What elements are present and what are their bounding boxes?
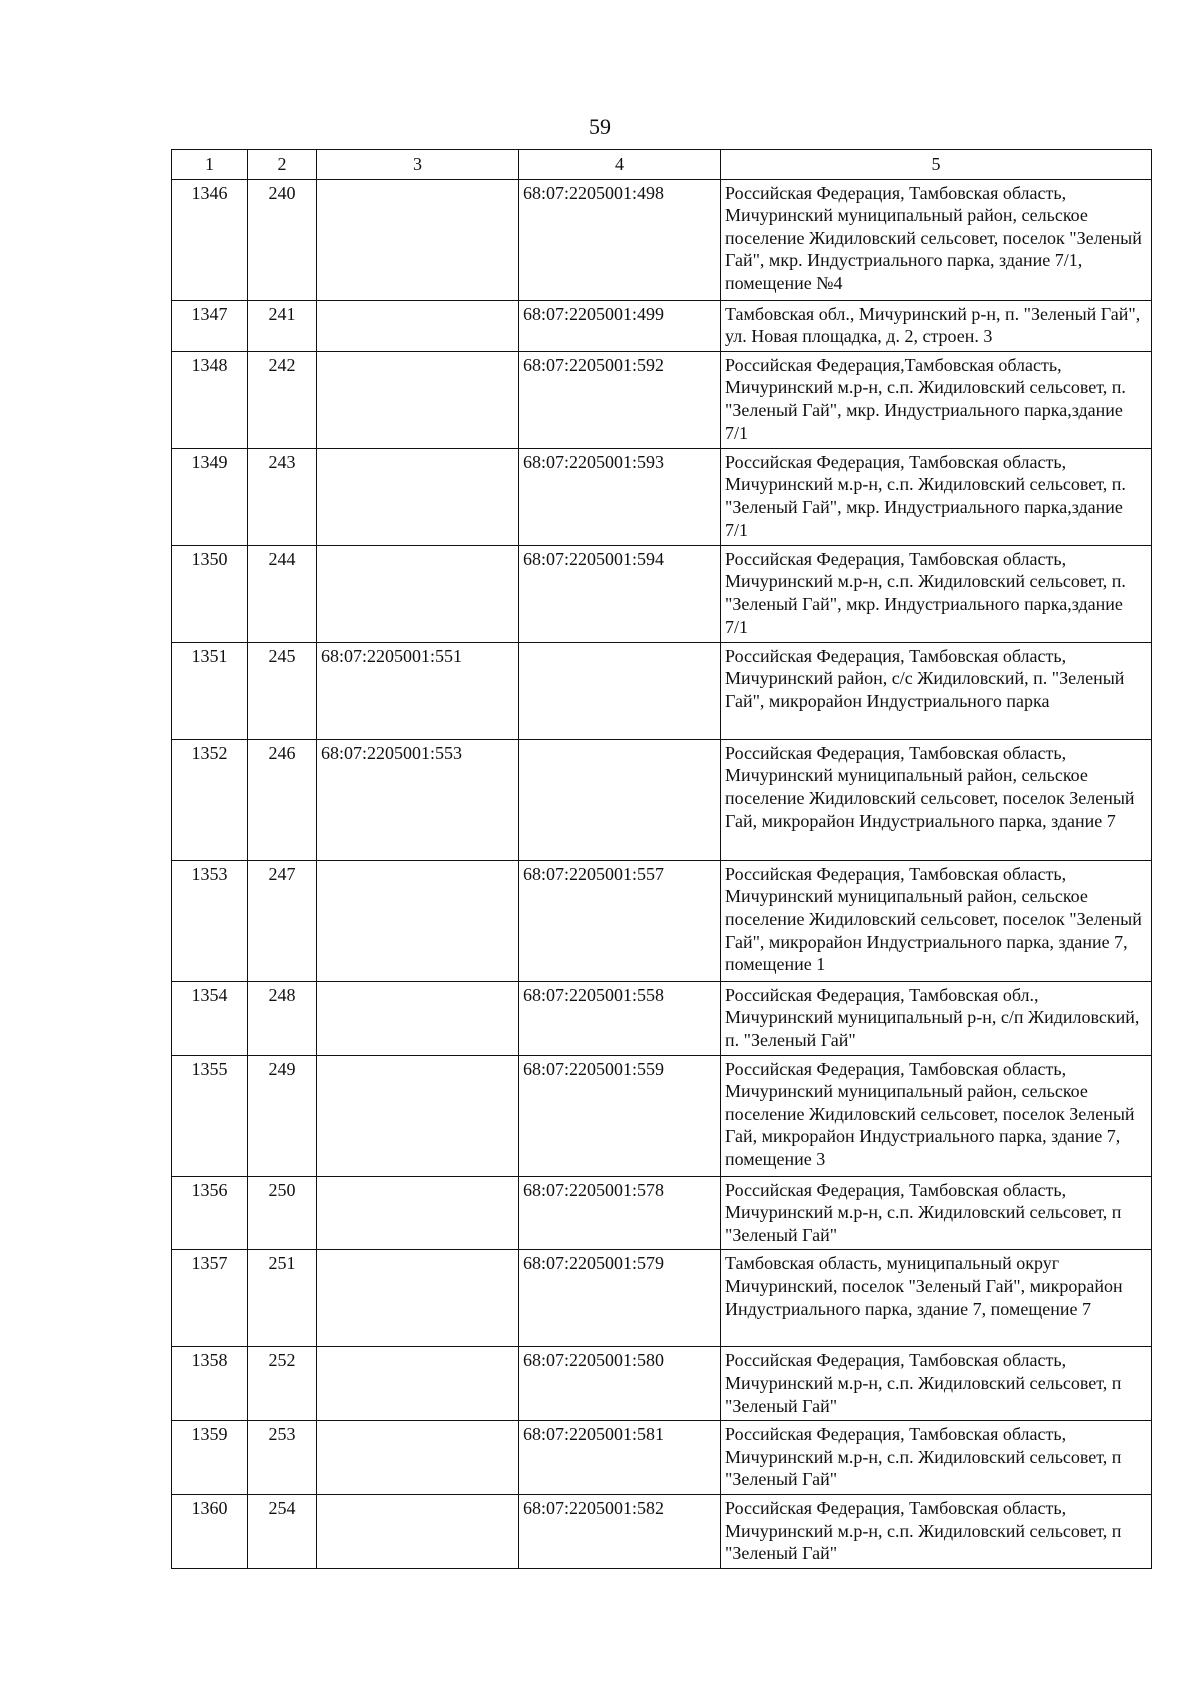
object-cadastral-number-cell: 68:07:2205001:498 [519, 179, 721, 300]
row-number-cell: 1356 [172, 1176, 248, 1250]
cadastral-number-cell: 68:07:2205001:553 [317, 739, 519, 860]
cadastral-number-cell [317, 351, 519, 448]
address-cell: Тамбовская обл., Мичуринский р-н, п. "Зеленый Гай", ул. Новая площадка, д. 2, строен. 3 [721, 300, 1152, 351]
address-cell: Российская Федерация, Тамбовская область, Мичуринский м.р-н, с.п. Жидиловский сельсовет, п "Зеленый Гай" [721, 1176, 1152, 1250]
cadastral-number-cell [317, 545, 519, 642]
item-number-cell: 240 [248, 179, 317, 300]
address-cell: Российская Федерация, Тамбовская область, Мичуринский муниципальный район, сельское поселение Жидиловский сельсовет, поселок "Зеленый Гай", мкр. Индустриального парка, здание 7/1, помещение №4 [721, 179, 1152, 300]
row-number-cell: 1349 [172, 448, 248, 545]
item-number-cell: 243 [248, 448, 317, 545]
row-number-cell: 1357 [172, 1250, 248, 1347]
cadastral-number-cell [317, 981, 519, 1055]
column-header-1: 1 [172, 150, 248, 180]
object-cadastral-number-cell [519, 739, 721, 860]
address-cell: Российская Федерация, Тамбовская обл., Мичуринский муниципальный р-н, с/п Жидиловский, п. "Зеленый Гай" [721, 981, 1152, 1055]
row-number-cell: 1353 [172, 860, 248, 981]
address-cell: Российская Федерация, Тамбовская область, Мичуринский м.р-н, с.п. Жидиловский сельсовет, п "Зеленый Гай" [721, 1494, 1152, 1568]
object-cadastral-number-cell: 68:07:2205001:499 [519, 300, 721, 351]
object-cadastral-number-cell: 68:07:2205001:558 [519, 981, 721, 1055]
row-number-cell: 1360 [172, 1494, 248, 1568]
table-row [172, 545, 1152, 642]
cadastral-number-cell [317, 1250, 519, 1347]
registry-table [171, 149, 1152, 1569]
row-number-cell: 1358 [172, 1347, 248, 1421]
address-cell: Российская Федерация, Тамбовская область, Мичуринский м.р-н, с.п. Жидиловский сельсовет, п "Зеленый Гай" [721, 1421, 1152, 1495]
item-number-cell: 254 [248, 1494, 317, 1568]
object-cadastral-number-cell: 68:07:2205001:578 [519, 1176, 721, 1250]
table-row [172, 860, 1152, 981]
cadastral-number-cell: 68:07:2205001:551 [317, 642, 519, 739]
object-cadastral-number-cell: 68:07:2205001:579 [519, 1250, 721, 1347]
cadastral-number-cell [317, 1055, 519, 1176]
column-header-3: 3 [317, 150, 519, 180]
cadastral-number-cell [317, 1176, 519, 1250]
item-number-cell: 248 [248, 981, 317, 1055]
item-number-cell: 244 [248, 545, 317, 642]
item-number-cell: 251 [248, 1250, 317, 1347]
table-row [172, 179, 1152, 300]
address-cell: Российская Федерация, Тамбовская область, Мичуринский м.р-н, с.п. Жидиловский сельсовет, п "Зеленый Гай" [721, 1347, 1152, 1421]
table-row [172, 1421, 1152, 1495]
object-cadastral-number-cell: 68:07:2205001:557 [519, 860, 721, 981]
cadastral-number-cell [317, 179, 519, 300]
table-row [172, 351, 1152, 448]
table-row [172, 642, 1152, 739]
header-row [172, 150, 1152, 180]
item-number-cell: 252 [248, 1347, 317, 1421]
table-row [172, 1494, 1152, 1568]
item-number-cell: 253 [248, 1421, 317, 1495]
address-cell: Российская Федерация, Тамбовская область, Мичуринский муниципальный район, сельское поселение Жидиловский сельсовет, поселок "Зеленый Гай", микрорайон Индустриального парка, здание 7, помещение 1 [721, 860, 1152, 981]
table-body [172, 179, 1152, 1568]
table-row [172, 1347, 1152, 1421]
row-number-cell: 1346 [172, 179, 248, 300]
item-number-cell: 247 [248, 860, 317, 981]
row-number-cell: 1354 [172, 981, 248, 1055]
object-cadastral-number-cell: 68:07:2205001:581 [519, 1421, 721, 1495]
table-row [172, 1250, 1152, 1347]
object-cadastral-number-cell [519, 642, 721, 739]
cadastral-number-cell [317, 1347, 519, 1421]
object-cadastral-number-cell: 68:07:2205001:559 [519, 1055, 721, 1176]
address-cell: Российская Федерация, Тамбовская область, Мичуринский муниципальный район, сельское поселение Жидиловский сельсовет, поселок Зеленый Гай, микрорайон Индустриального парка, здание 7 [721, 739, 1152, 860]
row-number-cell: 1359 [172, 1421, 248, 1495]
table-row [172, 1176, 1152, 1250]
cadastral-number-cell [317, 300, 519, 351]
row-number-cell: 1350 [172, 545, 248, 642]
address-cell: Тамбовская область, муниципальный округ Мичуринский, поселок "Зеленый Гай", микрорайон Индустриального парка, здание 7, помещение 7 [721, 1250, 1152, 1347]
item-number-cell: 250 [248, 1176, 317, 1250]
object-cadastral-number-cell: 68:07:2205001:592 [519, 351, 721, 448]
row-number-cell: 1347 [172, 300, 248, 351]
table-row [172, 739, 1152, 860]
table-row [172, 981, 1152, 1055]
row-number-cell: 1351 [172, 642, 248, 739]
table-row [172, 448, 1152, 545]
cadastral-number-cell [317, 860, 519, 981]
object-cadastral-number-cell: 68:07:2205001:593 [519, 448, 721, 545]
table-row [172, 300, 1152, 351]
column-header-2: 2 [248, 150, 317, 180]
cadastral-number-cell [317, 1421, 519, 1495]
item-number-cell: 246 [248, 739, 317, 860]
row-number-cell: 1355 [172, 1055, 248, 1176]
table-row [172, 1055, 1152, 1176]
column-header-5: 5 [721, 150, 1152, 180]
item-number-cell: 249 [248, 1055, 317, 1176]
object-cadastral-number-cell: 68:07:2205001:582 [519, 1494, 721, 1568]
cadastral-number-cell [317, 1494, 519, 1568]
address-cell: Российская Федерация, Тамбовская область, Мичуринский м.р-н, с.п. Жидиловский сельсовет, п. "Зеленый Гай", мкр. Индустриального парка,здание 7/1 [721, 545, 1152, 642]
object-cadastral-number-cell: 68:07:2205001:580 [519, 1347, 721, 1421]
cadastral-number-cell [317, 448, 519, 545]
address-cell: Российская Федерация, Тамбовская область, Мичуринский муниципальный район, сельское поселение Жидиловский сельсовет, поселок Зеленый Гай, микрорайон Индустриального парка, здание 7, помещение 3 [721, 1055, 1152, 1176]
item-number-cell: 241 [248, 300, 317, 351]
item-number-cell: 245 [248, 642, 317, 739]
row-number-cell: 1348 [172, 351, 248, 448]
row-number-cell: 1352 [172, 739, 248, 860]
object-cadastral-number-cell: 68:07:2205001:594 [519, 545, 721, 642]
item-number-cell: 242 [248, 351, 317, 448]
address-cell: Российская Федерация,Тамбовская область, Мичуринский м.р-н, с.п. Жидиловский сельсовет, п. "Зеленый Гай", мкр. Индустриального парка,здание 7/1 [721, 351, 1152, 448]
page-number: 59 [589, 114, 611, 139]
column-header-4: 4 [519, 150, 721, 180]
address-cell: Российская Федерация, Тамбовская область, Мичуринский район, с/с Жидиловский, п. "Зеленый Гай", микрорайон Индустриального парка [721, 642, 1152, 739]
address-cell: Российская Федерация, Тамбовская область, Мичуринский м.р-н, с.п. Жидиловский сельсовет, п. "Зеленый Гай", мкр. Индустриального парка,здание 7/1 [721, 448, 1152, 545]
